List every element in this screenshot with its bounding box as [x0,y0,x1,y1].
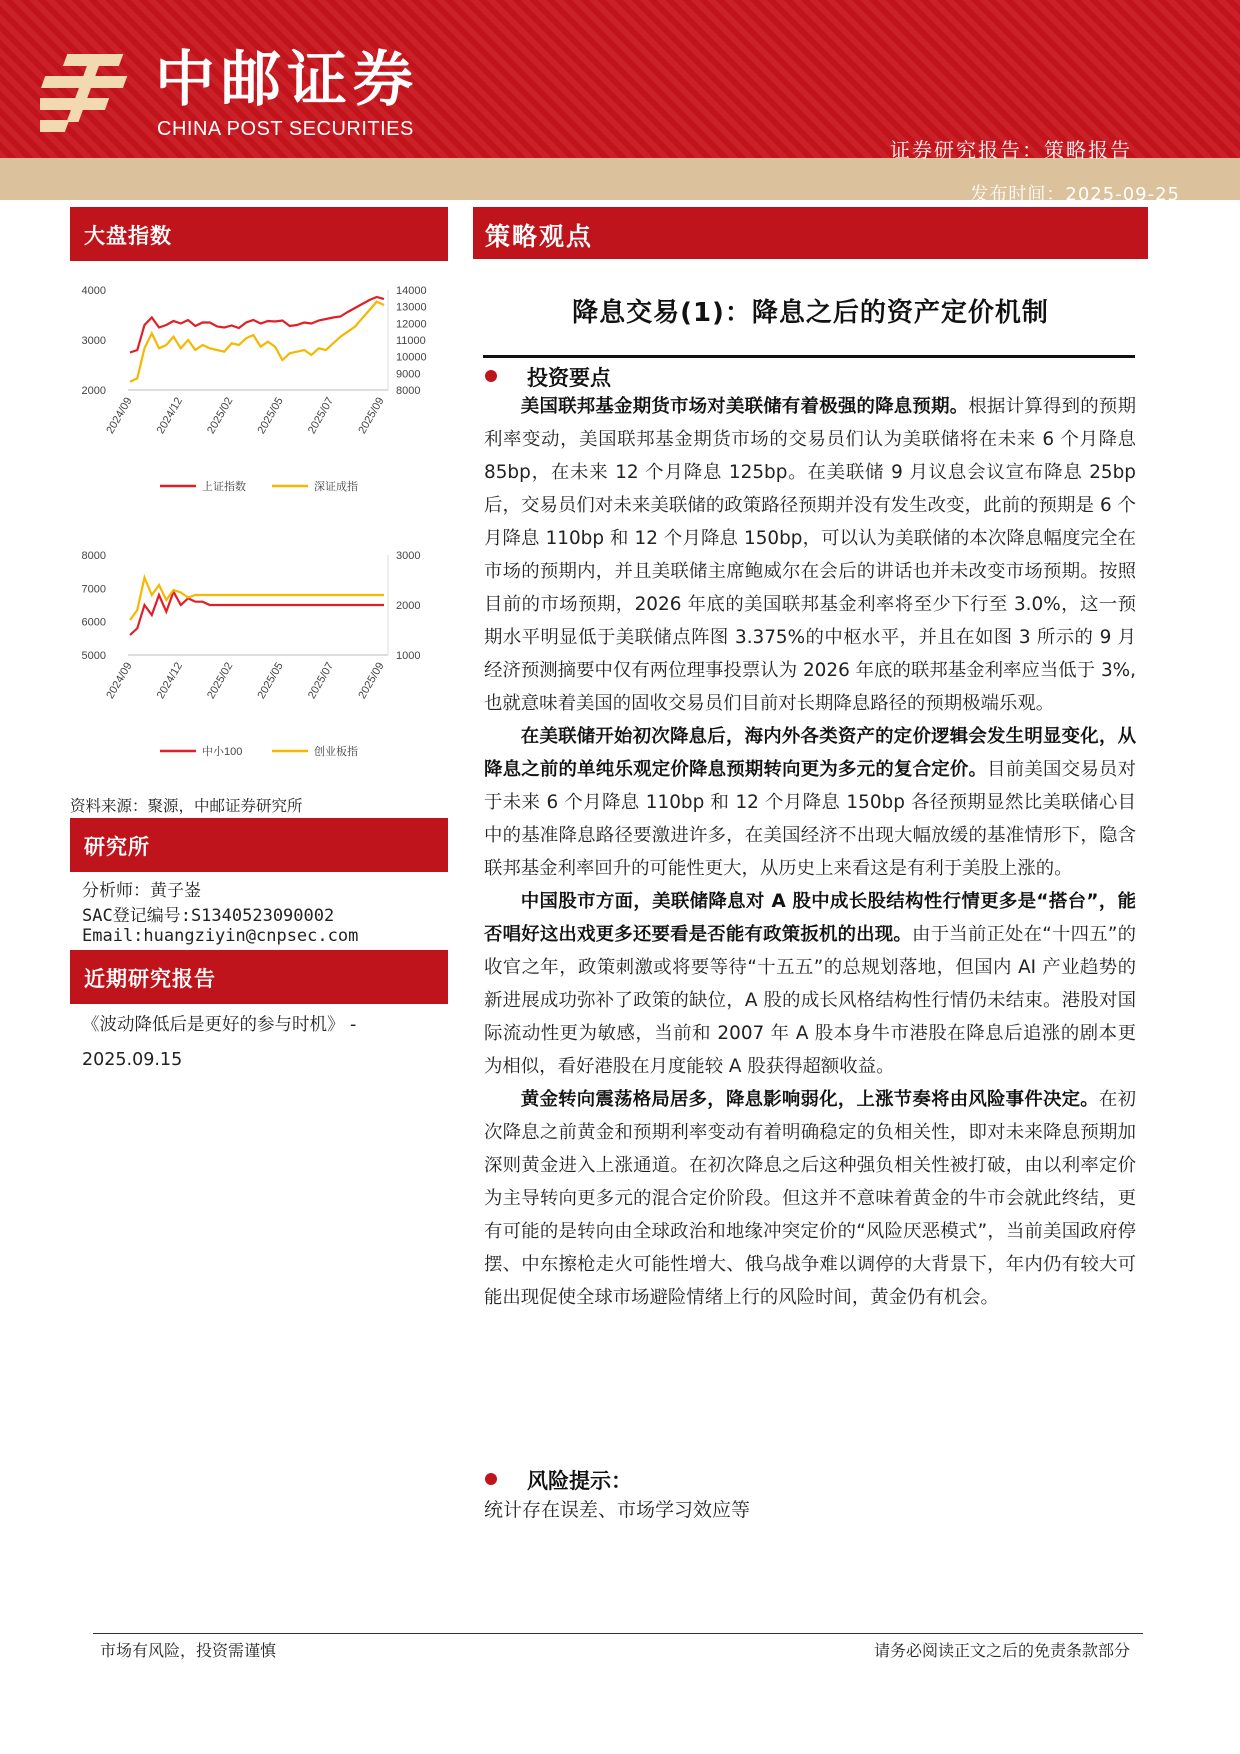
y-right-tick-label: 9000 [396,368,421,381]
y-left-tick-label: 3000 [81,335,106,347]
risk-heading: 风险提示： [485,1465,632,1495]
x-tick-label: 2025/05 [255,395,286,436]
x-tick-label: 2024/09 [104,660,135,701]
recent-report-link[interactable]: 《波动降低后是更好的参与时机》 - 2025.09.15 [82,1015,357,1070]
y-right-tick-label: 2000 [396,600,421,612]
publish-date: 发布时间：2025-09-25 [970,184,1180,205]
legend-label: 中小100 [202,746,243,758]
legend-label: 上证指数 [202,481,246,493]
y-left-tick-label: 7000 [81,583,106,596]
y-right-tick-label: 3000 [396,550,421,562]
key-points-heading: 投资要点 [485,362,611,392]
y-left-tick-label: 2000 [81,385,106,397]
brand-name-en: CHINA POST SECURITIES [157,118,414,140]
y-left-tick-label: 5000 [81,650,106,662]
risk-text: 统计存在误差、市场学习效应等 [484,1499,751,1521]
y-right-tick-label: 12000 [396,318,427,331]
x-tick-label: 2025/07 [305,395,337,436]
brand-name-cn: 中邮证券 [155,45,419,115]
paragraph-china-equity: 中国股市方面，美联储降息对 A 股中成长股结构性行情更多是“搭台”，能否唱好这出戏更多还要看是否能有政策扳机的出现。由于当前正处在“十四五”的收官之年，政策刺激或将要等待“十五五”的总规划落地，但国内 AI 产业趋势的新进展成功弥补了政策的缺位，A 股的成长风格结构性行情仍未结束。港股对国际流动性更为敏感，当前和 2007 年 A 股本身牛市港股在降息后追涨的剧本更为相似，看好港股在月度能较 A 股获得超额收益。 [484,891,1136,1077]
paragraph-gold: 黄金转向震荡格局居多，降息影响弱化，上涨节奏将由风险事件决定。在初次降息之前黄金和预期利率变动有着明确稳定的负相关性，即对未来降息预期加深则黄金进入上涨通道。在初次降息之后这种强负相关性被打破，由以利率定价为主导转向更多元的混合定价阶段。但这并不意味着黄金的牛市会就此终结，更有可能的是转向由全球政治和地缘冲突定价的“风险厌恶模式”，当前美国政府停摆、中东擦枪走火可能性增大、俄乌战争难以调停的大背景下，年内仍有较大可能出现促使全球市场避险情绪上行的风险时间，黄金仍有机会。 [484,1089,1136,1308]
paragraph-fed-expectation: 美国联邦基金期货市场对美联储有着极强的降息预期。根据计算得到的预期利率变动，美国联邦基金期货市场的交易员们认为美联储将在未来 6 个月降息 85bp，在未来 12 个月降息 125bp。在美联储 9 月议息会议宣布降息 25bp 后，交易员们对未来美联储的政策路径预期并没有发生改变，此前的预期是 6 个月降息 110bp 和 12 个月降息 150bp，可以认为美联储的本次降息幅度完全在市场的预期内，并且美联储主席鲍威尔在会后的讲话也并未改变市场预期。按照目前的市场预期，2026 年底的美国联邦基金利率将至少下行至 3.0%，这一预期水平明显低于美联储点阵图 3.375%的中枢水平，并且在如图 3 所示的 9 月经济预测摘要中仅有两位理事投票认为 2026 年底的联邦基金利率应当低于 3%,也就意味着美国的固收交易员们目前对长期降息路径的预期极端乐观。 [484,396,1136,714]
y-right-tick-label: 10000 [396,351,427,364]
x-tick-label: 2025/05 [255,660,286,701]
sac-number: SAC登记编号:S1340523090002 [82,906,335,926]
legend-label: 深证成指 [314,481,358,493]
title-divider [483,355,1135,358]
y-right-tick-label: 11000 [396,335,426,347]
footer-disclaimer: 请务必阅读正文之后的免责条款部分 [873,1641,1130,1660]
y-left-tick-label: 6000 [81,616,106,629]
bullet-icon [485,1473,497,1485]
x-tick-label: 2025/09 [356,395,387,436]
key-points-body [484,390,1136,1314]
y-right-tick-label: 14000 [396,285,427,297]
market-index-title: 大盘指数 [70,207,448,261]
series-line [130,578,384,621]
y-left-tick-label: 4000 [81,285,106,297]
report-title: 降息交易(1)：降息之后的资产定价机制 [572,298,1049,328]
report-type: 证券研究报告：策略报告 [890,138,1132,162]
market-index-chart-2 [70,543,448,773]
y-right-tick-label: 13000 [396,301,427,314]
research-title: 研究所 [70,818,448,872]
china-post-logo-icon [40,52,152,134]
analyst-name: 分析师：黄子崟 [82,881,201,901]
footer-divider [93,1633,1143,1634]
y-left-tick-label: 8000 [81,550,106,562]
x-tick-label: 2024/12 [154,395,185,436]
x-tick-label: 2025/07 [305,660,337,701]
section-title: 策略观点 [473,207,1148,259]
analyst-email: Email:huangziyin@cnpsec.com [82,926,359,946]
x-tick-label: 2025/09 [356,660,387,701]
x-tick-label: 2024/09 [104,395,135,436]
x-tick-label: 2025/02 [205,395,236,436]
y-right-tick-label: 8000 [396,385,421,397]
market-index-chart-1 [70,278,448,508]
footer-risk-notice: 市场有风险，投资需谨慎 [100,1641,277,1660]
y-right-tick-label: 1000 [396,650,421,662]
recent-reports-title: 近期研究报告 [70,950,448,1004]
chart-source: 资料来源：聚源，中邮证券研究所 [70,797,303,815]
x-tick-label: 2024/12 [154,660,185,701]
paragraph-asset-pricing: 在美联储开始初次降息后，海内外各类资产的定价逻辑会发生明显变化，从降息之前的单纯乐观定价降息预期转向更为多元的复合定价。目前美国交易员对于未来 6 个月降息 110bp 和 12 个月降息 150bp 各径预期显然比美联储心目中的基准降息路径要激进许多，在美国经济不出现大幅放缓的基准情形下，隐含联邦基金利率回升的可能性更大，从历史上来看这是有利于美股上涨的。 [484,726,1136,879]
legend-label: 创业板指 [314,746,358,758]
bullet-icon [485,370,497,382]
x-tick-label: 2025/02 [205,660,236,701]
